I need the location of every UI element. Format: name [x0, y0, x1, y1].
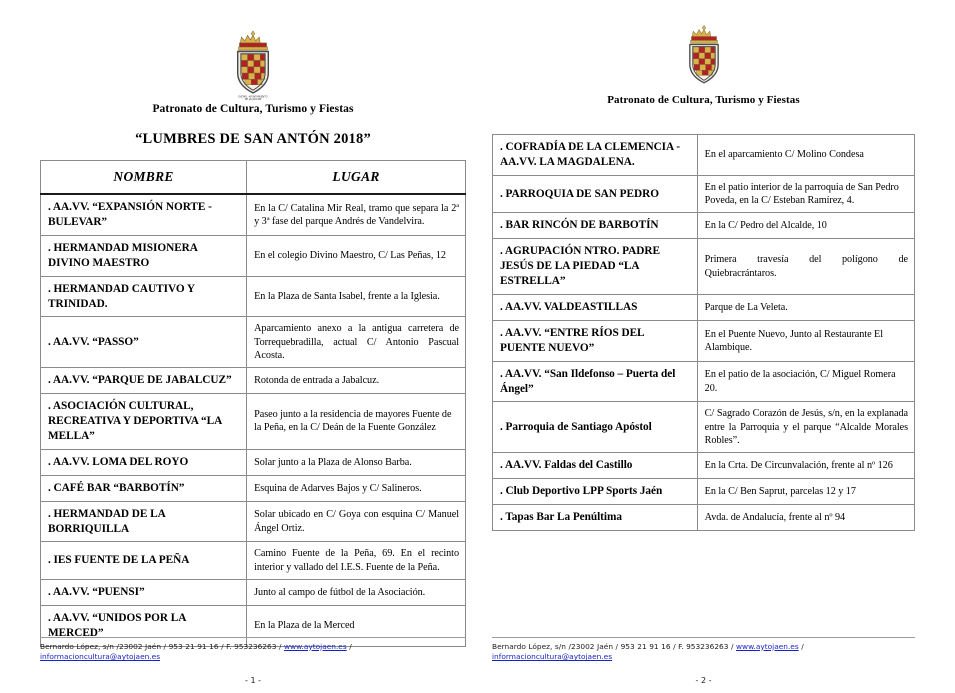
table-row — [41, 501, 466, 542]
lumbres-table-page-2 — [492, 134, 915, 531]
cell-lugar: En el colegio Divino Maestro, C/ Las Peñas, 12 — [247, 235, 466, 276]
table-row — [41, 368, 466, 394]
page-number: - 1 - — [245, 676, 261, 685]
cell-lugar: Aparcamiento anexo a la antigua carretera de Torrequebradilla, actual C/ Antonio Pascual Acosta. — [247, 317, 466, 368]
cell-nombre: . PARROQUIA DE SAN PEDRO — [493, 175, 698, 213]
svg-text:EXCMO. AYUNTAMIENTO: EXCMO. AYUNTAMIENTO — [238, 95, 268, 99]
footer-address — [40, 642, 466, 663]
table-row — [493, 135, 915, 176]
table-row — [493, 505, 915, 531]
table-row — [41, 394, 466, 450]
svg-text:DE JA\u00c9N: DE JA\u00c9N — [244, 98, 262, 102]
email-link[interactable]: informacioncultura@aytojaen.es — [492, 652, 613, 662]
page-2 — [478, 0, 955, 693]
column-header-lugar: LUGAR — [247, 161, 466, 195]
organization-name: Patronato de Cultura, Turismo y Fiestas — [152, 103, 354, 115]
table-row — [493, 479, 915, 505]
website-link[interactable]: www.aytojaen.es — [736, 641, 799, 651]
cell-nombre: . AA.VV. LOMA DEL ROYO — [41, 449, 247, 475]
table-row — [493, 320, 915, 361]
table-header-row — [41, 161, 466, 195]
cell-lugar: Primera travesía del polígono de Quiebracrántaros. — [697, 239, 914, 295]
cell-nombre: . IES FUENTE DE LA PEÑA — [41, 542, 247, 580]
table-row — [493, 175, 915, 213]
cell-lugar: En la Plaza de Santa Isabel, frente a la Iglesia. — [247, 276, 466, 317]
page-2-header — [492, 0, 915, 106]
cell-lugar: En el aparcamiento C/ Molino Condesa — [697, 135, 914, 176]
page-2-footer — [478, 637, 955, 685]
table-row — [41, 317, 466, 368]
table-row — [41, 449, 466, 475]
cell-lugar: En la C/ Catalina Mir Real, tramo que separa la 2ª y 3ª fase del parque Andrés de Vandelvira. — [247, 194, 466, 235]
table-body-page-1 — [41, 194, 466, 646]
cell-nombre: . HERMANDAD DE LA BORRIQUILLA — [41, 501, 247, 542]
table-row — [493, 453, 915, 479]
table-row — [41, 235, 466, 276]
cell-nombre: . AA.VV. “PARQUE DE JABALCUZ” — [41, 368, 247, 394]
cell-lugar: Avda. de Andalucía, frente al nº 94 — [697, 505, 914, 531]
footer-address-text: Bernardo López, s/n /23002 Jaén / 953 21 91 16 / F. 953236263 / — [492, 641, 737, 651]
cell-lugar: En la Plaza de la Merced — [247, 605, 466, 646]
cell-lugar: En la C/ Ben Saprut, parcelas 12 y 17 — [697, 479, 914, 505]
organization-name: Patronato de Cultura, Turismo y Fiestas — [607, 94, 800, 106]
table-row — [493, 239, 915, 295]
footer-separator: / — [346, 641, 352, 651]
lumbres-table-page-1 — [40, 160, 466, 647]
table-body-page-2 — [493, 135, 915, 531]
footer-divider — [492, 637, 915, 638]
cell-lugar: Solar junto a la Plaza de Alonso Barba. — [247, 449, 466, 475]
cell-lugar: C/ Sagrado Corazón de Jesús, s/n, en la explanada entre la Parroquia y el parque “Alcalde Morales Robles”. — [697, 402, 914, 453]
cell-lugar: Junto al campo de fútbol de la Asociación. — [247, 579, 466, 605]
footer-address — [492, 642, 915, 663]
cell-nombre: . HERMANDAD CAUTIVO Y TRINIDAD. — [41, 276, 247, 317]
cell-lugar: En la Crta. De Circunvalación, frente al nº 126 — [697, 453, 914, 479]
cell-nombre: . ASOCIACIÓN CULTURAL, RECREATIVA Y DEPORTIVA “LA MELLA” — [41, 394, 247, 450]
cell-lugar: En el patio de la asociación, C/ Miguel Romera 20. — [697, 361, 914, 402]
jaen-coat-of-arms-icon — [226, 28, 280, 102]
cell-nombre: . AA.VV. “UNIDOS POR LA MERCED” — [41, 605, 247, 646]
table-row — [41, 579, 466, 605]
table-row — [41, 542, 466, 580]
cell-nombre: . HERMANDAD MISIONERA DIVINO MAESTRO — [41, 235, 247, 276]
cell-nombre: . AA.VV. “PUENSI” — [41, 579, 247, 605]
cell-nombre: . BAR RINCÓN DE BARBOTÍN — [493, 213, 698, 239]
cell-nombre: . COFRADÍA DE LA CLEMENCIA - AA.VV. LA MAGDALENA. — [493, 135, 698, 176]
page-1-footer — [0, 637, 478, 685]
cell-lugar: En el Puente Nuevo, Junto al Restaurante El Alambique. — [697, 320, 914, 361]
table-row — [493, 402, 915, 453]
cell-nombre: . Tapas Bar La Penúltima — [493, 505, 698, 531]
cell-lugar: En la C/ Pedro del Alcalde, 10 — [697, 213, 914, 239]
page-title: “LUMBRES DE SAN ANTÓN 2018” — [135, 131, 371, 147]
cell-lugar: Parque de La Veleta. — [697, 294, 914, 320]
cell-nombre: . Club Deportivo LPP Sports Jaén — [493, 479, 698, 505]
cell-nombre: . AA.VV. “PASSO” — [41, 317, 247, 368]
table-row — [41, 276, 466, 317]
cell-lugar: Esquina de Adarves Bajos y C/ Salineros. — [247, 475, 466, 501]
cell-nombre: . AA.VV. Faldas del Castillo — [493, 453, 698, 479]
jaen-coat-of-arms-icon — [679, 22, 729, 92]
column-header-nombre: NOMBRE — [41, 161, 247, 195]
website-link[interactable]: www.aytojaen.es — [284, 641, 347, 651]
table-row — [41, 475, 466, 501]
page-number: - 2 - — [695, 676, 712, 685]
cell-nombre: . AA.VV. “ENTRE RÍOS DEL PUENTE NUEVO” — [493, 320, 698, 361]
footer-address-text: Bernardo López, s/n /23002 Jaén / 953 21 91 16 / F. 953236263 / — [40, 641, 285, 651]
cell-lugar: Paseo junto a la residencia de mayores Fuente de la Peña, en la C/ Deán de la Fuente González — [247, 394, 466, 450]
table-row — [493, 294, 915, 320]
email-link[interactable]: informacioncultura@aytojaen.es — [40, 652, 161, 662]
cell-lugar: Solar ubicado en C/ Goya con esquina C/ Manuel Ángel Ortiz. — [247, 501, 466, 542]
cell-nombre: . Parroquia de Santiago Apóstol — [493, 402, 698, 453]
cell-lugar: Rotonda de entrada a Jabalcuz. — [247, 368, 466, 394]
page-1-header — [40, 0, 466, 115]
table-row — [493, 213, 915, 239]
cell-nombre: . AA.VV. “EXPANSIÓN NORTE - BULEVAR” — [41, 194, 247, 235]
footer-separator: / — [798, 641, 804, 651]
table-row — [41, 194, 466, 235]
cell-nombre: . AA.VV. VALDEASTILLAS — [493, 294, 698, 320]
footer-divider — [40, 637, 466, 638]
table-row — [493, 361, 915, 402]
cell-lugar: Camino Fuente de la Peña, 69. En el recinto interior y vallado del I.E.S. Fuente de la Peña. — [247, 542, 466, 580]
cell-lugar: En el patio interior de la parroquia de San Pedro Poveda, en la C/ Esteban Ramírez, 4. — [697, 175, 914, 213]
cell-nombre: . CAFÉ BAR “BARBOTÍN” — [41, 475, 247, 501]
cell-nombre: . AA.VV. “San Ildefonso – Puerta del Ángel” — [493, 361, 698, 402]
cell-nombre: . AGRUPACIÓN NTRO. PADRE JESÚS DE LA PIEDAD “LA ESTRELLA” — [493, 239, 698, 295]
